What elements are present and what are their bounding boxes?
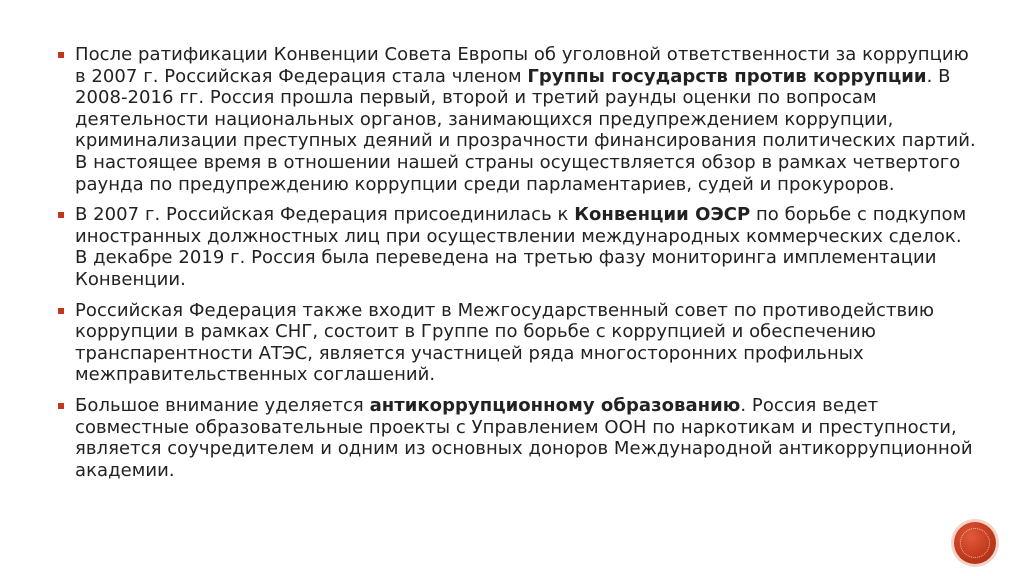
- text-segment: После ратификации Конвенции Совета Европы об уголовной ответственности за коррупцию в 2007 г. Российская Федерация стала членом: [75, 44, 969, 87]
- square-bullet-icon: [58, 403, 64, 409]
- text-segment: по борьбе с подкупом иностранных должностных лиц при осуществлении международных коммерческих сделок. В декабре 2019 г. Россия была переведена на третью фазу мониторинга имплементации Конвенции.: [75, 204, 967, 290]
- text-segment: В 2007 г. Российская Федерация присоединилась к: [75, 204, 575, 226]
- bullet-item-education: [58, 395, 978, 481]
- bold-segment: Конвенции ОЭСР: [574, 204, 751, 226]
- square-bullet-icon: [58, 308, 64, 314]
- bold-segment: антикоррупционному образованию: [369, 394, 741, 416]
- bullet-text: [75, 300, 934, 386]
- square-bullet-icon: [58, 52, 64, 58]
- text-segment: Российская Федерация также входит в Межгосударственный совет по противодействию коррупции в рамках СНГ, состоит в Группе по борьбе с коррупцией и обеспечению транспарентности АТЭС, является участницей ряда многосторонних профильных межправительственных соглашений.: [75, 299, 935, 386]
- bullet-item-oecd: [58, 204, 978, 290]
- bullet-item-gréco: [58, 44, 978, 195]
- bullet-text: [75, 204, 966, 290]
- text-segment: . Россия ведет совместные образовательные проекты с Управлением ООН по наркотикам и преступности, является соучредителем и одним из основных доноров Международной антикоррупционной академии.: [75, 394, 973, 481]
- text-segment: Большое внимание уделяется: [75, 394, 370, 416]
- square-bullet-icon: [58, 212, 64, 218]
- bullet-item-cis: [58, 300, 978, 386]
- bullet-text: [75, 44, 976, 195]
- bullet-text: [75, 395, 973, 481]
- decorative-circle-icon: [954, 522, 996, 564]
- bold-segment: Группы государств против коррупции: [527, 65, 927, 87]
- bullet-list: [58, 44, 978, 490]
- text-segment: . В 2008-2016 гг. Россия прошла первый, второй и третий раунды оценки по вопросам деятельности национальных органов, занимающихся предупреждением коррупции, криминализации преступных деяний и прозрачности финансирования политических партий. В настоящее время в отношении нашей страны осуществляется обзор в рамках четвертого раунда по предупреждению коррупции среди парламентариев, судей и прокуроров.: [75, 65, 976, 195]
